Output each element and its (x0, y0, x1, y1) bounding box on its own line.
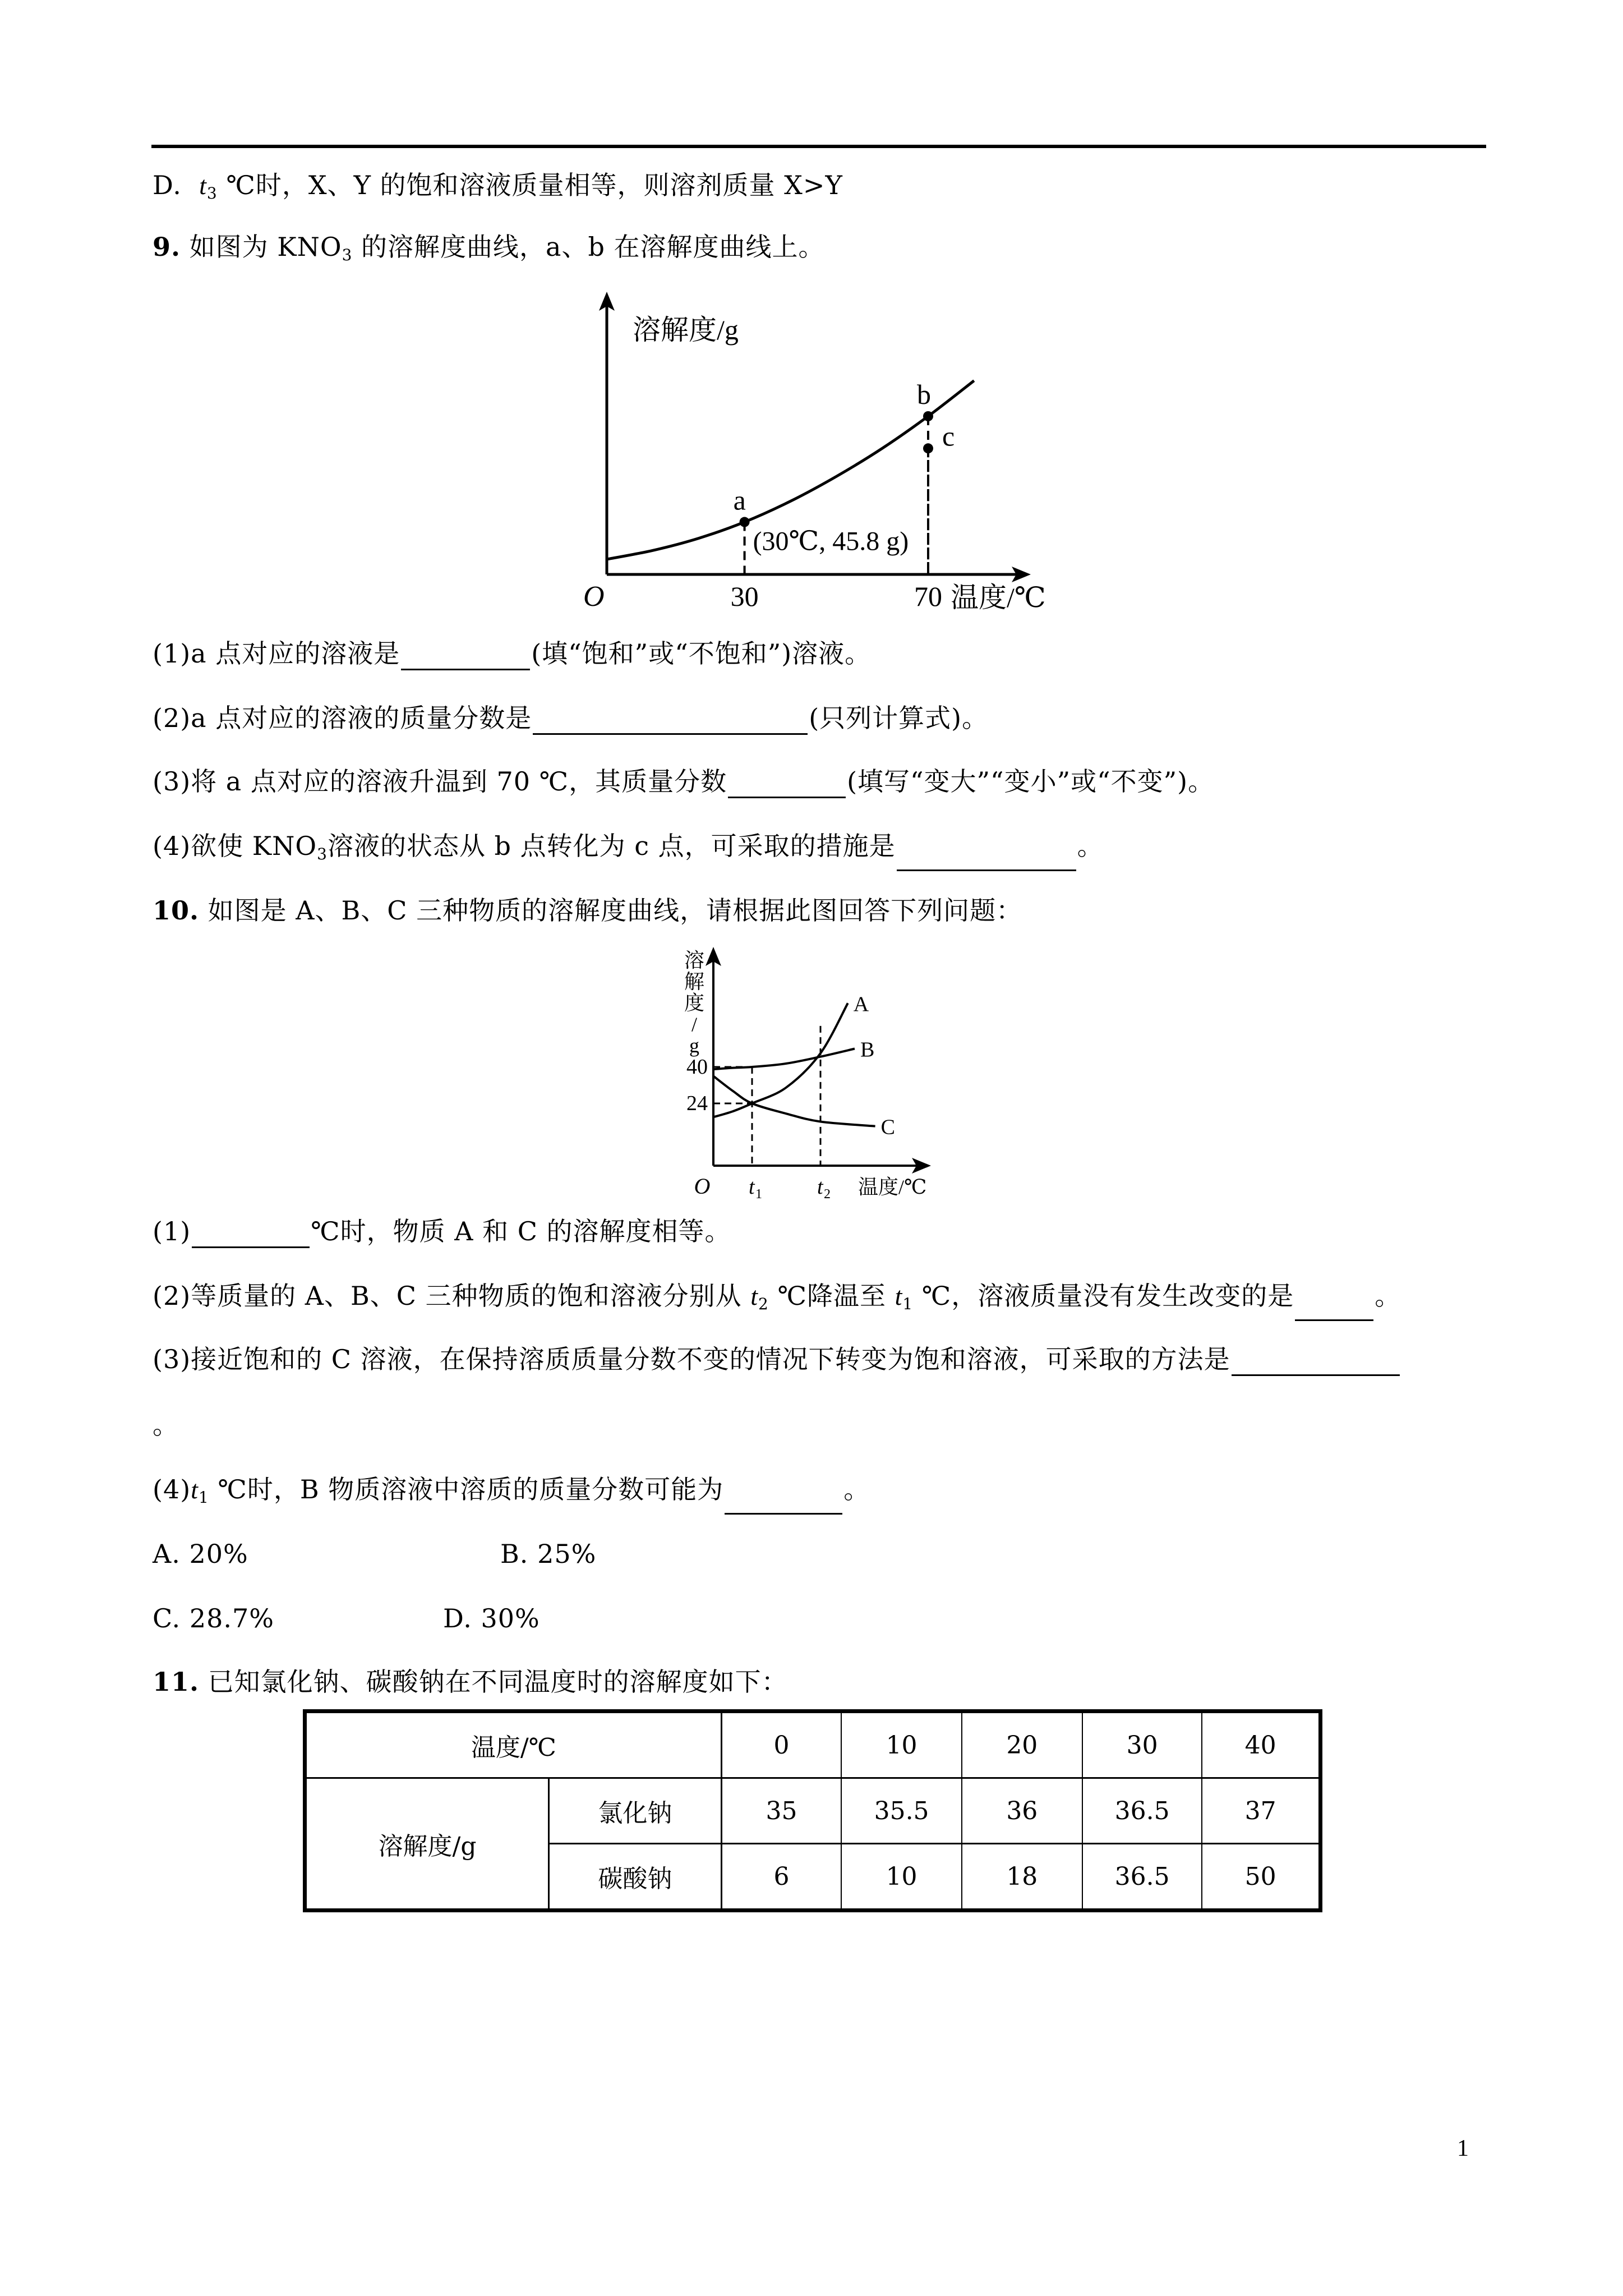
value-cell: 37 (1202, 1778, 1320, 1844)
solubility-table (303, 1709, 1322, 1912)
x-tick-label-t1-sub: 1 (755, 1187, 762, 1202)
header-temperature-label: 温度/℃ (305, 1711, 722, 1778)
value-cell: 50 (1202, 1844, 1320, 1911)
q9-sub1: (1)a 点对应的溶液是 (填“饱和”或“不饱和”)溶液。 (153, 637, 871, 670)
chart1-group (583, 292, 1046, 613)
answer-blank[interactable] (897, 844, 1076, 871)
prev-option-d: D. $t_3$ ℃时，X、Y 的饱和溶液质量相等，则溶剂质量 X>Y (153, 170, 843, 203)
y-axis-label-char: / (691, 1013, 698, 1036)
page-number: 1 (1457, 2136, 1469, 2161)
value-cell: 10 (841, 1844, 961, 1911)
y-axis-label-char: g (689, 1034, 699, 1057)
temp-cell: 20 (962, 1711, 1082, 1778)
point-c (923, 443, 933, 453)
x-tick-label-t2-sub: 2 (824, 1187, 831, 1202)
q9-sub4: (4)欲使 $KNO_3$溶液的状态从 b 点转化为 c 点，可采取的措施是 。 (153, 829, 1104, 871)
q11-stem: 11. 已知氯化钠、碳酸钠在不同温度时的溶解度如下： (153, 1667, 788, 1697)
point-label-a: a (733, 484, 746, 516)
q10-option-b[interactable]: B. 25% (500, 1539, 597, 1569)
value-cell: 35.5 (841, 1778, 961, 1844)
curve-A (713, 1003, 848, 1117)
x-tick-label-t2: t (817, 1175, 823, 1199)
table-header-row (305, 1711, 1321, 1778)
q9-sub3: (3)将 a 点对应的溶液升温到 70 ℃，其质量分数 (填写“变大”“变小”或“不变”)。 (153, 765, 1214, 798)
curve-C (713, 1076, 875, 1126)
answer-blank[interactable] (533, 707, 808, 735)
chart2-group (684, 947, 931, 1202)
q10-option-d[interactable]: D. 30% (443, 1603, 540, 1634)
point-b (923, 411, 933, 421)
abc-solubility-chart (0, 942, 1623, 1206)
q9-stem: 9. 如图为 $KNO_3$ 的溶解度曲线，a、b 在溶解度曲线上。 (153, 232, 825, 264)
q10-option-a[interactable]: A. 20% (153, 1539, 248, 1569)
value-cell: 36.5 (1082, 1844, 1202, 1911)
y-axis-label: 溶解度/g (633, 314, 739, 346)
temp-cell: 10 (841, 1711, 961, 1778)
q9-sub2: (2)a 点对应的溶液的质量分数是 (只列计算式)。 (153, 701, 988, 735)
answer-blank[interactable] (1295, 1294, 1373, 1321)
substance-label: 氯化钠 (549, 1778, 722, 1844)
x-axis-label: 温度/℃ (858, 1176, 927, 1198)
x-tick-label: 30 (730, 581, 759, 612)
value-cell: 35 (721, 1778, 841, 1844)
y-axis-label-char: 溶 (684, 949, 705, 972)
q10-sub3: (3)接近饱和的 C 溶液，在保持溶质质量分数不变的情况下转变为饱和溶液，可采取的方法是 (153, 1342, 1401, 1376)
y-tick-label: 24 (686, 1092, 708, 1115)
substance-label: 碳酸钠 (549, 1844, 722, 1911)
group-solubility-label: 溶解度/g (305, 1778, 549, 1911)
point-label-c: c (942, 420, 955, 452)
temp-cell: 40 (1202, 1711, 1320, 1778)
q10-sub3-end: 。 (153, 1410, 179, 1440)
answer-blank[interactable] (728, 771, 846, 798)
kno3-solubility-chart (0, 0, 1623, 628)
y-axis-label-char: 度 (684, 992, 705, 1014)
x-axis-label: 温度/℃ (951, 582, 1046, 613)
y-axis-label-char: 解 (684, 970, 705, 993)
value-cell: 6 (721, 1844, 841, 1911)
answer-blank[interactable] (1232, 1349, 1400, 1376)
curve-label-B: B (860, 1038, 875, 1062)
table-row (305, 1778, 1321, 1844)
point-annotation: (30℃, 45.8 g) (753, 526, 909, 556)
value-cell: 36.5 (1082, 1778, 1202, 1844)
q10-sub4: $(4)t_1$ ℃时，B 物质溶液中溶质的质量分数可能为 。 (153, 1473, 870, 1515)
q10-option-c[interactable]: C. 28.7% (153, 1603, 274, 1634)
origin-label: O (583, 581, 605, 613)
q10-stem: 10. 如图是 A、B、C 三种物质的溶解度曲线，请根据此图回答下列问题： (153, 895, 1023, 926)
point-a (740, 517, 750, 527)
curve-label-A: A (853, 992, 869, 1016)
q10-sub2: (2)等质量的 A、B、C 三种物质的饱和溶液分别从 $t_2$ ℃降温至 $t_1$ ℃，溶液质量没有发生改变的是 。 (153, 1279, 1401, 1321)
point-label-b: b (917, 379, 931, 410)
answer-blank[interactable] (401, 643, 530, 670)
temp-cell: 0 (721, 1711, 841, 1778)
q10-sub1: (1) ℃时，物质 A 和 C 的溶解度相等。 (153, 1214, 731, 1248)
curve-label-C: C (880, 1115, 895, 1139)
curve-B (713, 1049, 855, 1070)
value-cell: 36 (962, 1778, 1082, 1844)
value-cell: 18 (962, 1844, 1082, 1911)
temp-cell: 30 (1082, 1711, 1202, 1778)
origin-label: O (694, 1174, 711, 1199)
x-tick-label-t1: t (749, 1175, 755, 1199)
x-tick-label: 70 (914, 581, 942, 612)
answer-blank[interactable] (192, 1221, 310, 1248)
y-tick-label: 40 (686, 1055, 708, 1079)
answer-blank[interactable] (725, 1487, 842, 1515)
